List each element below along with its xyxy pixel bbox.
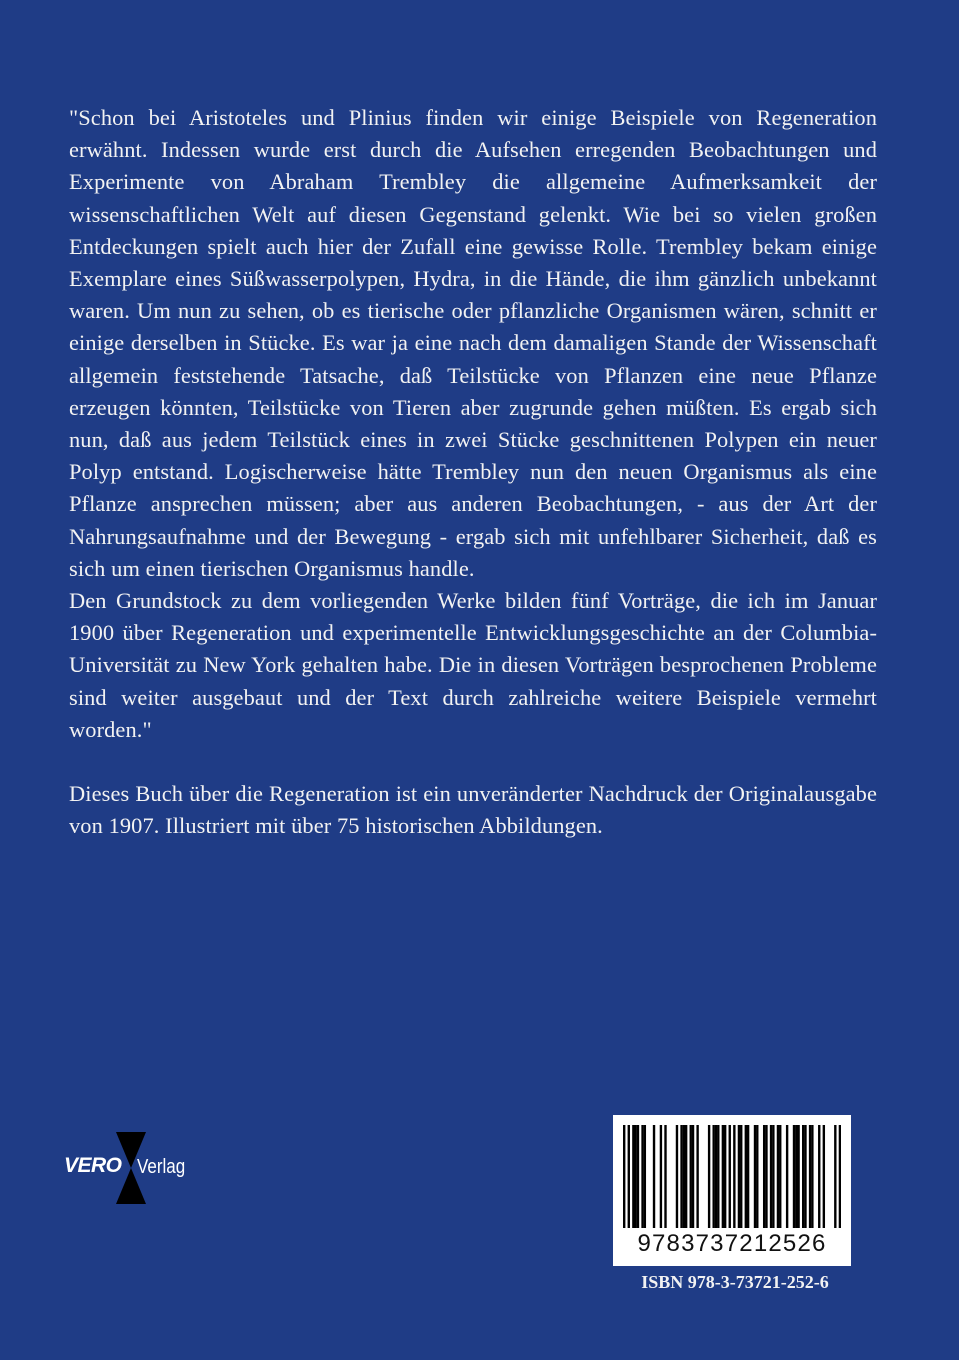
barcode-bar bbox=[692, 1125, 694, 1228]
barcode-bar bbox=[738, 1125, 740, 1228]
barcode-bar bbox=[664, 1125, 666, 1228]
barcode-bar bbox=[696, 1125, 698, 1228]
barcode-digits: 9783737212526 bbox=[637, 1230, 827, 1257]
isbn-label: ISBN 978-3-73721-252-6 bbox=[641, 1272, 829, 1292]
barcode-bar bbox=[754, 1125, 756, 1228]
logo-word-vero: VERO bbox=[64, 1154, 122, 1177]
barcode-bar bbox=[683, 1125, 685, 1228]
quote-paragraph: Den Grundstock zu dem vorliegenden Werke bilden fünf Vorträge, die ich im Januar 1900 über Regeneration und experimentelle Entwicklungsgeschichte an der Columbia-Universität zu New York gehalten habe. Die in diesen Vorträgen besprochenen Probleme sind weiter ausgebaut und der Text durch zahlreiche weitere Beispiele vermehrt worden." bbox=[69, 588, 877, 742]
barcode-bar bbox=[786, 1125, 788, 1228]
quote-paragraph: "Schon bei Aristoteles und Plinius finden wir einige Beispiele von Regeneration erwähnt. Indessen wurde erst durch die Aufsehen erregenden Beobachtungen und Experimente von Abraham Trembley die allgemeine Aufmerksamkeit der wissenschaftlichen Welt auf diesen Gegenstand gelenkt. Wie bei so vielen großen Entdeckungen spielt auch hier der Zufall eine gewisse Rolle. Trembley bekam einige Exemplare eines Süßwasserpolypen, Hydra, in die Hände, die ihm gänzlich unbekannt waren. Um nun zu sehen, ob es tierische oder pflanzliche Organismen wären, schnitt er einige derselben in Stücke. Es war ja eine nach dem damaligen Stande der Wissenschaft allgemein feststehende Tatsache, daß Teilstücke von Pflanzen eine neue Pflanze erzeugen könnten, Teilstücke von Tieren aber zugrunde gehen müßten. Es ergab sich nun, daß aus jedem Teilstück eines in zwei Stücke geschnittenen Polypen ein neuer Polyp entstand. Logischerweise hätte Trembley nun den neuen Organismus als eine Pflanze ansprechen müssen; aber aus anderen Beobachtungen, - aus der Art der Nahrungsaufnahme und der Bewegung - ergab sich mit unfehlbarer Sicherheit, daß es sich um einen tierischen Organismus handle. bbox=[69, 105, 877, 581]
barcode-bar bbox=[685, 1125, 687, 1228]
barcode-bar bbox=[745, 1125, 747, 1228]
barcode-bar bbox=[747, 1125, 749, 1228]
book-description: Dieses Buch über die Regeneration ist ein unveränderter Nachdruck der Originalausgabe von 1907. Illustriert mit über 75 historischen Abbildungen. bbox=[69, 781, 877, 839]
isbn-barcode bbox=[613, 1115, 851, 1266]
barcode-bar bbox=[712, 1125, 714, 1228]
barcode-bar bbox=[765, 1125, 767, 1228]
barcode-bar bbox=[634, 1125, 636, 1228]
barcode-bar bbox=[811, 1125, 813, 1228]
barcode-bar bbox=[722, 1125, 724, 1228]
publisher-logo bbox=[64, 1130, 194, 1206]
barcode-bar bbox=[795, 1125, 797, 1228]
barcode-bar bbox=[818, 1125, 820, 1228]
barcode-bar bbox=[653, 1125, 655, 1228]
barcode-bar bbox=[772, 1125, 774, 1228]
barcode-bar bbox=[834, 1125, 836, 1228]
barcode-bar bbox=[644, 1125, 646, 1228]
barcode-bar bbox=[823, 1125, 825, 1228]
barcode-bars bbox=[623, 1125, 841, 1228]
barcode-bar bbox=[729, 1125, 731, 1228]
barcode-bar bbox=[793, 1125, 795, 1228]
back-cover-blurb bbox=[69, 102, 877, 842]
barcode-bar bbox=[680, 1125, 682, 1228]
barcode-bar bbox=[733, 1125, 735, 1228]
barcode-bar bbox=[740, 1125, 742, 1228]
barcode-bar bbox=[770, 1125, 772, 1228]
barcode-bar bbox=[797, 1125, 799, 1228]
barcode-bar bbox=[809, 1125, 811, 1228]
barcode-bar bbox=[628, 1125, 630, 1228]
barcode-bar bbox=[715, 1125, 717, 1228]
barcode-bar bbox=[804, 1125, 806, 1228]
barcode-bar bbox=[660, 1125, 662, 1228]
barcode-bar bbox=[632, 1125, 634, 1228]
barcode-bar bbox=[763, 1125, 765, 1228]
barcode-bar bbox=[839, 1125, 841, 1228]
barcode-bar bbox=[777, 1125, 779, 1228]
barcode-bar bbox=[637, 1125, 639, 1228]
barcode-bar bbox=[717, 1125, 719, 1228]
barcode-bar bbox=[779, 1125, 781, 1228]
barcode-bar bbox=[641, 1125, 643, 1228]
barcode-bar bbox=[756, 1125, 758, 1228]
barcode-bar bbox=[623, 1125, 625, 1228]
barcode-bar bbox=[708, 1125, 710, 1228]
barcode-bar bbox=[676, 1125, 678, 1228]
logo-word-verlag: Verlag bbox=[137, 1156, 186, 1178]
barcode-bar bbox=[690, 1125, 692, 1228]
barcode-bar bbox=[802, 1125, 804, 1228]
barcode-bar bbox=[724, 1125, 726, 1228]
